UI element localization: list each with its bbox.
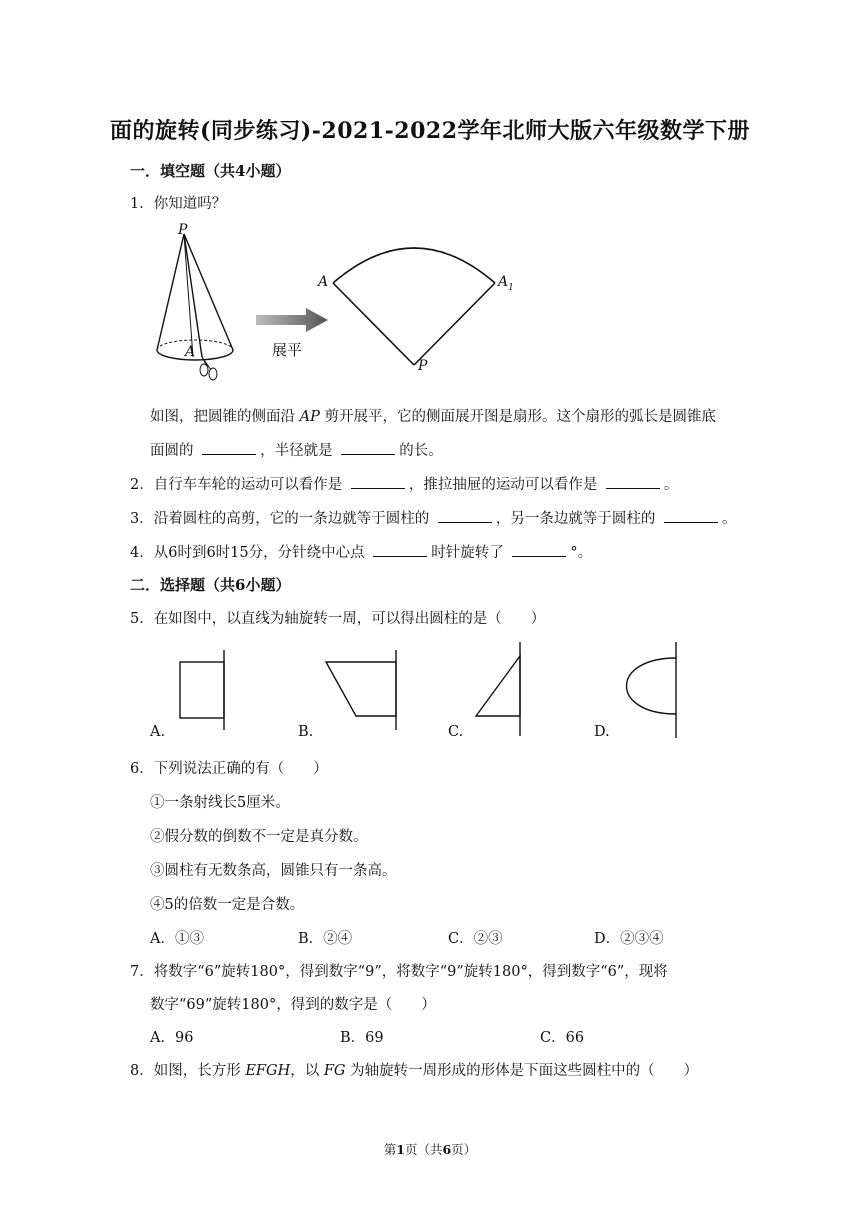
answer-blank[interactable]: [202, 441, 256, 455]
answer-blank[interactable]: [341, 441, 395, 455]
shape-a-square-figure: [176, 648, 236, 738]
section-heading-fill-blank: 一．填空题（共4小题）: [130, 162, 291, 180]
label-p-sector: P: [418, 358, 428, 374]
option-c[interactable]: C．②③: [448, 931, 503, 947]
cone-figure: [140, 220, 240, 390]
label-p-cone-apex: P: [178, 222, 188, 238]
statement-item: ①一条射线长5厘米。: [150, 795, 290, 811]
answer-blank[interactable]: [351, 475, 405, 489]
answer-blank[interactable]: [512, 543, 566, 557]
option-a[interactable]: A．①③: [150, 931, 204, 947]
label-a-sector: A: [318, 274, 329, 290]
right-arrow-icon: [254, 306, 330, 334]
question-4: 4．从6时到6时15分，分针绕中心点 时针旋转了 °。: [130, 545, 593, 561]
option-b[interactable]: B.: [298, 724, 314, 740]
option-c[interactable]: C．66: [540, 1030, 585, 1046]
section-heading-multiple-choice: 二．选择题（共6小题）: [130, 576, 291, 594]
question-6-stem: 6．下列说法正确的有（ ）: [130, 761, 328, 777]
question-1-stem: 1．你知道吗？: [130, 196, 227, 212]
page-title: 面的旋转(同步练习)-2021-2022学年北师大版六年级数学下册: [109, 118, 751, 144]
option-d[interactable]: D.: [594, 724, 610, 740]
question-7-line-1: 7．将数字“6”旋转180°，得到数字“9”，将数字“9”旋转180°，得到数字“6”，现将: [130, 964, 668, 980]
answer-blank[interactable]: [373, 543, 427, 557]
option-d[interactable]: D．②③④: [594, 931, 664, 947]
label-a-cone-base: A: [185, 344, 196, 360]
statement-item: ④5的倍数一定是合数。: [150, 897, 305, 913]
option-a[interactable]: A.: [150, 724, 166, 740]
statement-item: ②假分数的倒数不一定是真分数。: [150, 829, 368, 845]
question-8-stem: 8．如图，长方形 EFGH，以 FG 为轴旋转一周形成的形体是下面这些圆柱中的（ ）: [130, 1063, 699, 1079]
statement-item: ③圆柱有无数条高，圆锥只有一条高。: [150, 863, 397, 879]
shape-d-semicircle-figure: [616, 640, 686, 740]
shape-c-triangle-figure: [472, 640, 532, 740]
question-2: 2．自行车车轮的运动可以看作是 ，推拉抽屉的运动可以看作是 。: [130, 477, 679, 493]
option-b[interactable]: B．69: [340, 1030, 384, 1046]
answer-blank[interactable]: [606, 475, 660, 489]
option-c[interactable]: C.: [448, 724, 464, 740]
shape-b-trapezoid-figure: [320, 648, 404, 738]
question-7-line-2: 数字“69”旋转180°，得到的数字是（ ）: [150, 997, 436, 1013]
answer-blank[interactable]: [438, 509, 492, 523]
question-5-stem: 5．在如图中，以直线为轴旋转一周，可以得出圆柱的是（ ）: [130, 611, 546, 627]
option-b[interactable]: B．②④: [298, 931, 353, 947]
label-a1-sector: $A_1$: [498, 274, 514, 293]
answer-blank[interactable]: [664, 509, 718, 523]
question-3: 3．沿着圆柱的高剪，它的一条边就等于圆柱的 ，另一条边就等于圆柱的 。: [130, 511, 737, 527]
question-1-line-1: 如图，把圆锥的侧面沿 AP 剪开展平，它的侧面展开图是扇形。这个扇形的弧长是圆锥底: [150, 409, 716, 425]
page-footer: 第1页（共6页）: [383, 1142, 477, 1157]
sector-figure: [330, 225, 500, 375]
option-a[interactable]: A．96: [150, 1030, 194, 1046]
unfold-label: 展平: [272, 341, 303, 359]
question-1-line-2: 面圆的 ，半径就是 的长。: [150, 443, 443, 459]
